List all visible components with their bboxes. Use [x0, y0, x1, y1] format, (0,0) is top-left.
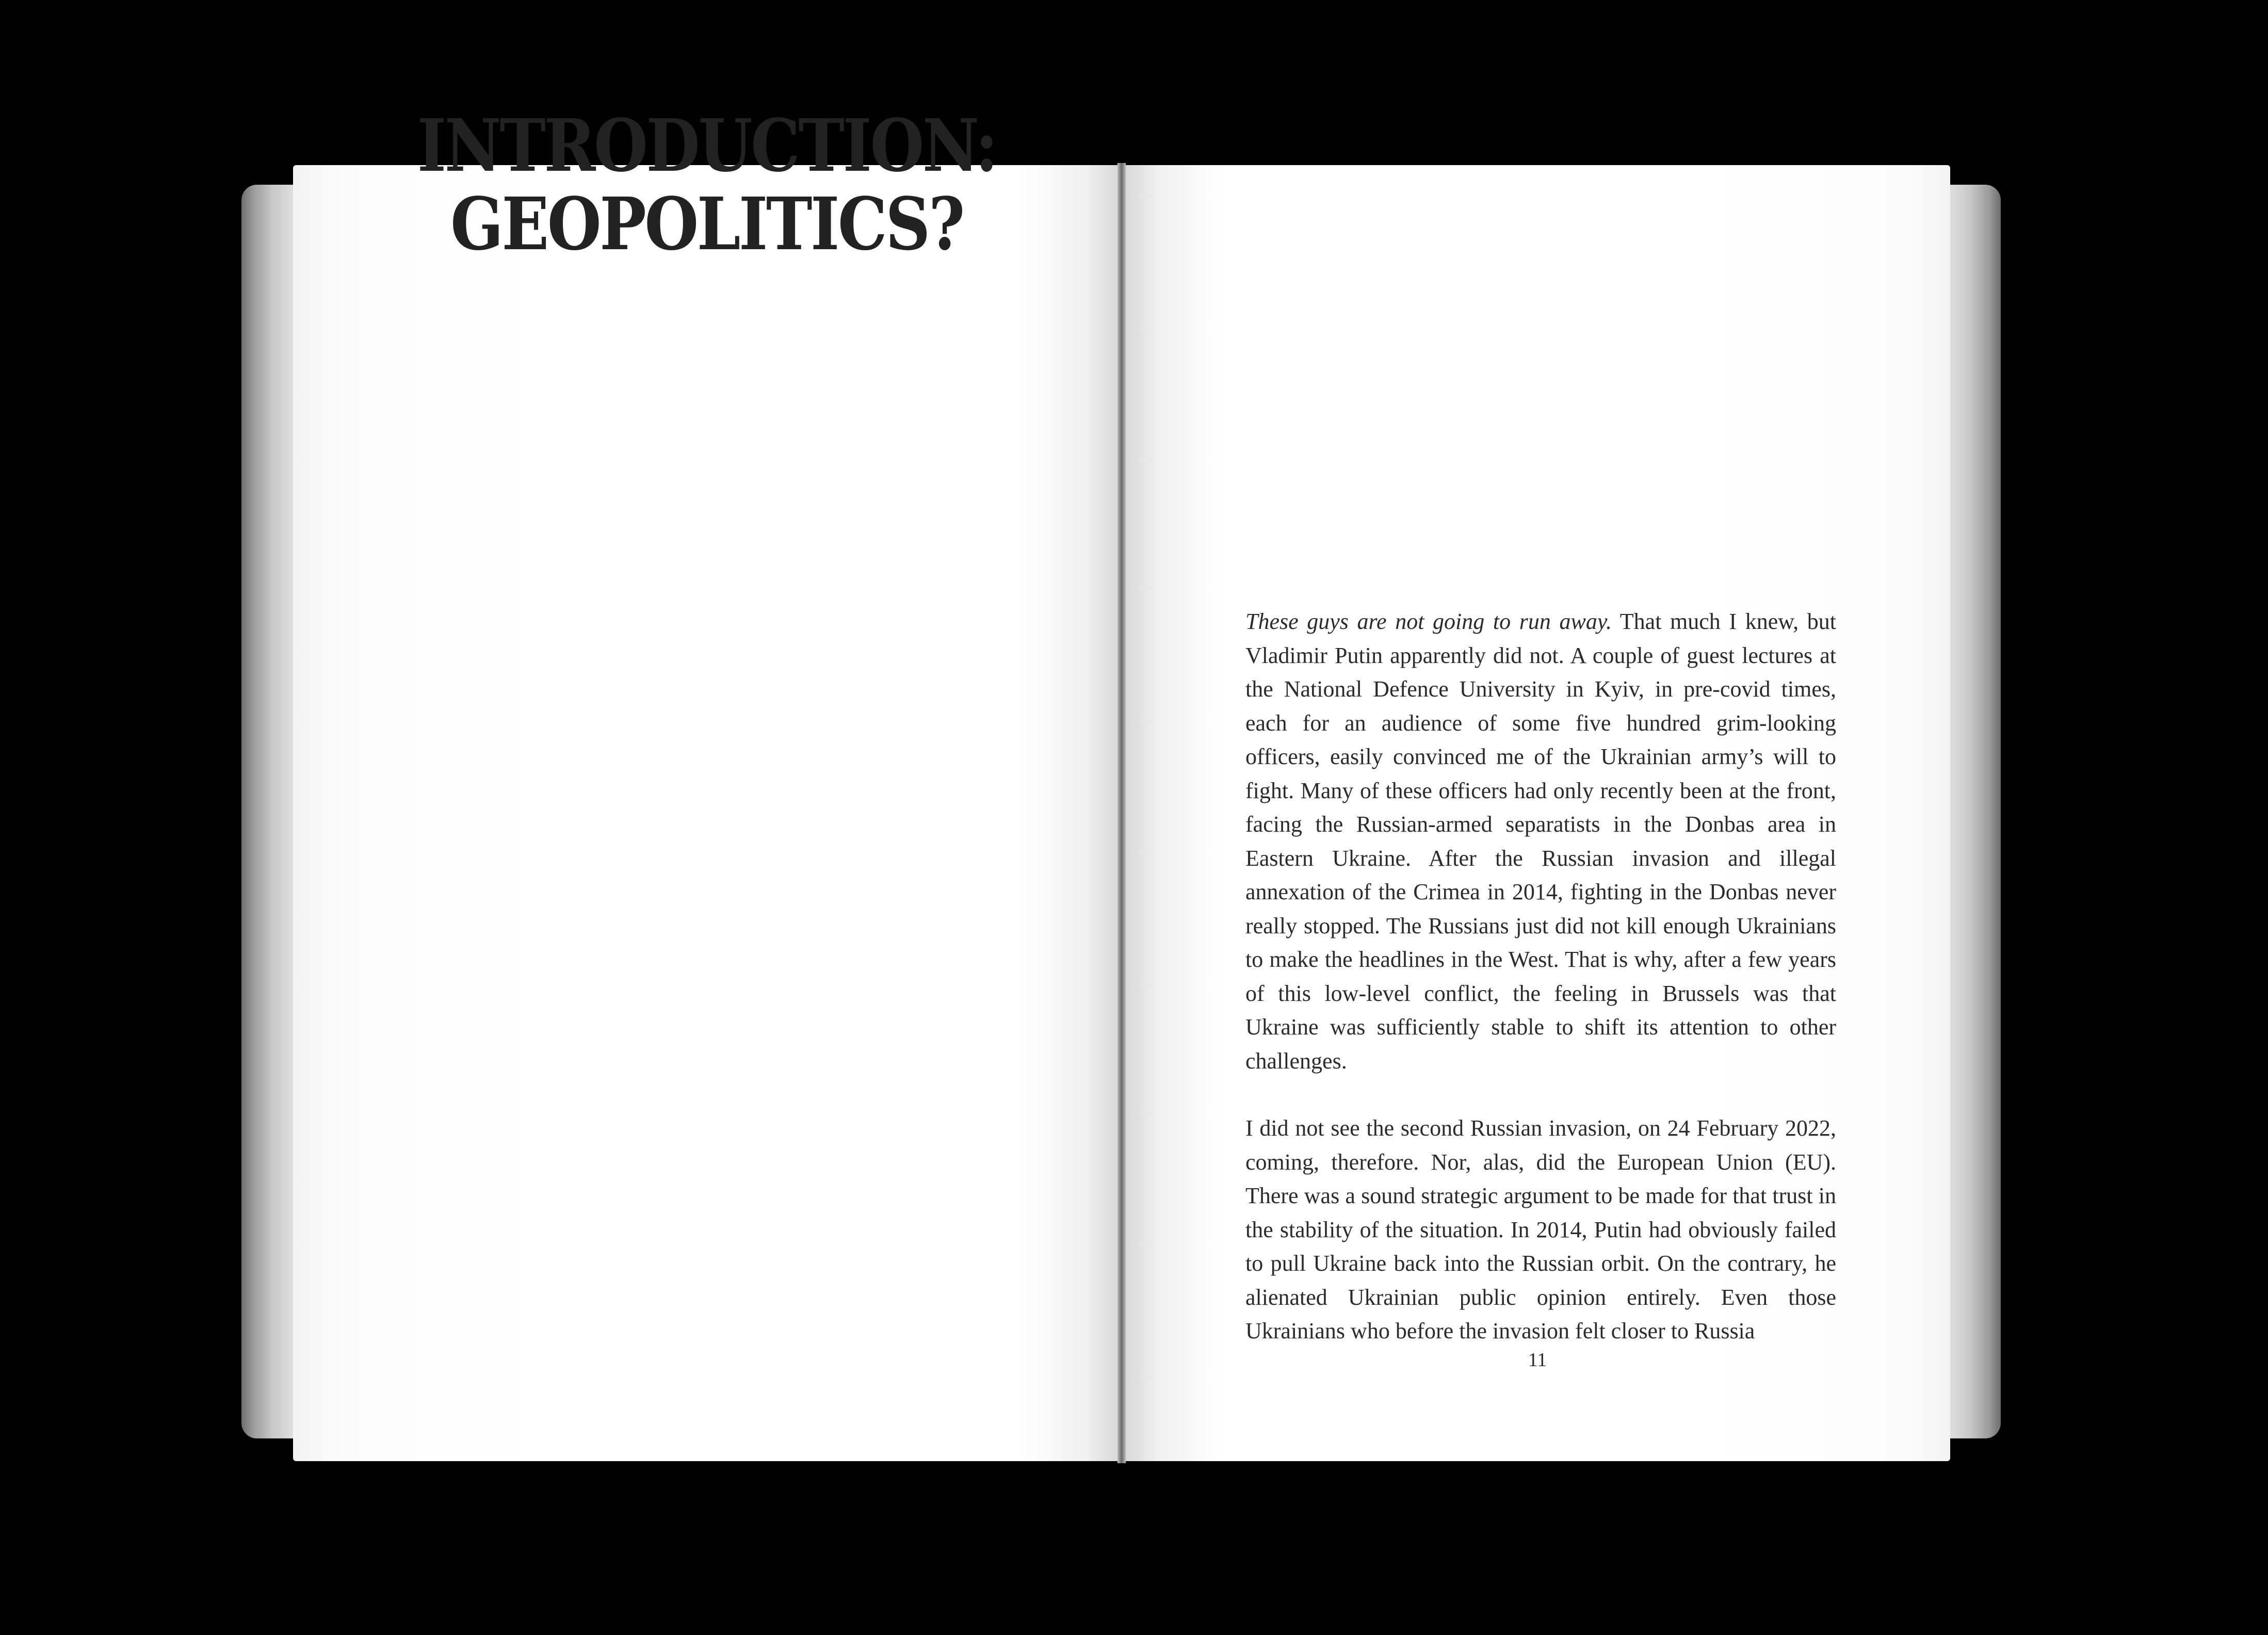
page-number: 11: [1528, 1349, 1547, 1371]
chapter-title-line-1: INTRODUCTION:: [417, 104, 997, 188]
paragraph-1-italic-lead: These guys are not going to run away.: [1245, 609, 1612, 634]
left-page-blank: [293, 165, 1119, 1461]
book-gutter: [1117, 163, 1126, 1463]
right-page-block-edge: [1944, 185, 2001, 1438]
paragraph-1: [1245, 605, 1836, 1078]
paragraph-2: [1245, 1111, 1836, 1348]
body-text: [1245, 605, 1836, 1382]
chapter-title-line-2: GEOPOLITICS?: [450, 182, 963, 267]
paragraph-1-text: That much I knew, but Vladimir Putin apparently did not. A couple of guest lectures at the National Defence University in Kyiv, in pre-covid times, each for an audience of some five hundred grim-looking officers, easily convinced me of the Ukrainian army’s will to fight. Many of these officers had only recently been at the front, facing the Russian-armed separatists in the Donbas area in Eastern Ukraine. After the Russian invasion and illegal annexation of the Crimea in 2014, fighting in the Donbas never really stopped. The Russians just did not kill enough Ukrainians to make the headlines in the West. That is why, after a few years of this low-level conflict, the feeling in Brussels was that Ukraine was sufficiently stable to shift its attention to other challenges.: [1245, 609, 1836, 1074]
chapter-title: [392, 104, 1022, 267]
left-page-block-edge: [241, 185, 298, 1438]
paragraph-2-text: I did not see the second Russian invasion, on 24 February 2022, coming, therefore. Nor, alas, did the European Union (EU). There was a sound strategic argument to be made for that trust in the stability of the situation. In 2014, Putin had obviously failed to pull Ukraine back into the Russian orbit. On the contrary, he alienated Ukrainian public opinion entirely. Even those Ukrainians who before the invasion felt closer to Russia: [1245, 1115, 1836, 1343]
